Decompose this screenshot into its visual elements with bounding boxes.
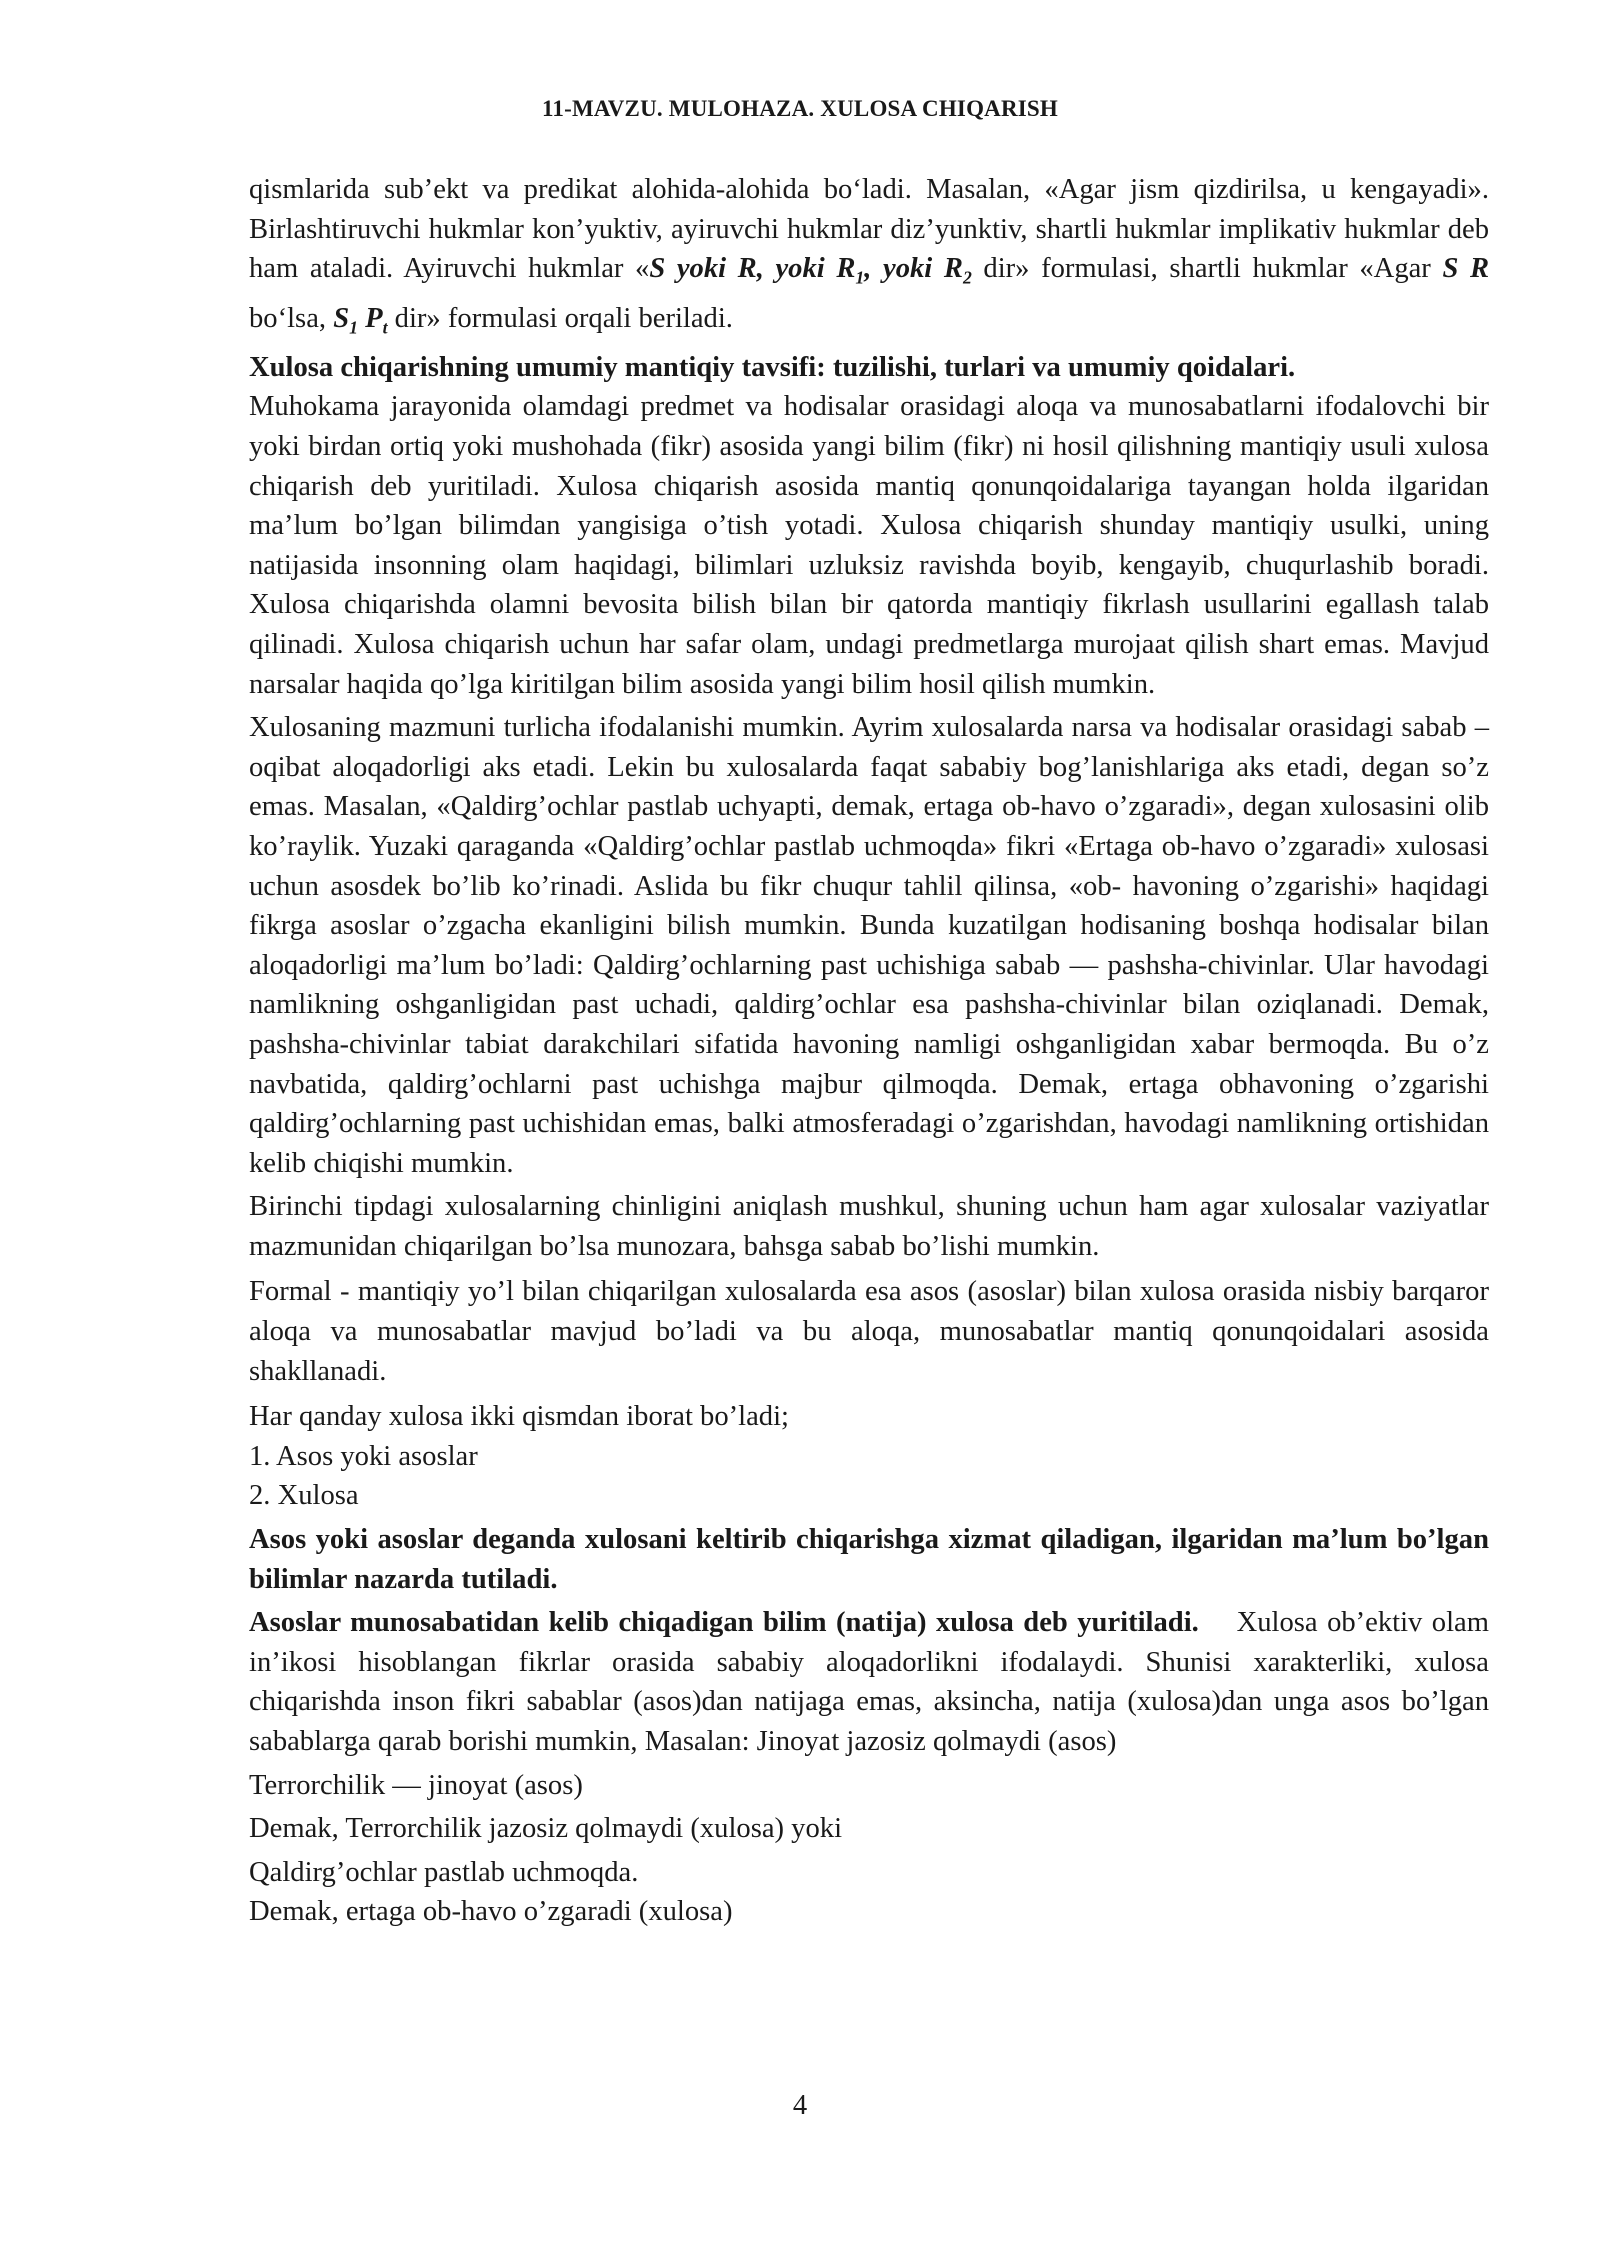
formula-text: S yoki R, yoki R	[649, 253, 856, 285]
section-heading: Xulosa chiqarishning umumiy mantiqiy tavsifi: tuzilishi, turlari va umumiy qoidalari.	[249, 351, 1296, 383]
formula-subscript: 1	[855, 267, 865, 288]
formula-subscript: t	[382, 317, 388, 338]
paragraph-text: Xulosa ob’ektiv olam in’ikosi hisoblangan fikrlar orasida sababiy aloqadorlikni ifodalaydi. Shunisi xarakterliki, xulosa chiqarishda inson fikri sabablar (asos)dan natijaga emas, aksincha, natija (xulosa)dan unga asos bo’lgan sabablarga qarab borishi mumkin, Masalan: Jinoyat jazosiz qolmaydi (asos)	[249, 1607, 1497, 1757]
formula-text: P	[357, 302, 383, 334]
list-item: 2. Xulosa	[249, 1480, 359, 1512]
paragraph-text: dir» formulasi orqali beriladi.	[387, 302, 733, 334]
bold-definition-basis: Asos yoki asoslar deganda xulosani keltirib chiqarishga xizmat qiladigan, ilgaridan ma’lum bo’lgan bilimlar nazarda tutiladi.	[249, 1524, 1489, 1595]
formula-text: S	[333, 302, 350, 334]
example-line: Terrorchilik — jinoyat (asos)	[249, 1769, 583, 1801]
paragraph-judgments	[249, 170, 1489, 348]
paragraph-first-type: Birinchi tipdagi xulosalarning chinligini aniqlash mushkul, shuning uchun ham agar xulosalar vaziyatlar mazmunidan chiqarilgan bo’lsa munozara, bahsga sabab bo’lishi mumkin.	[249, 1191, 1489, 1262]
formula-consequent	[333, 302, 388, 338]
formula-text: , yoki R	[864, 253, 963, 285]
formula-subscript: 2	[962, 267, 972, 288]
paragraph-parts: Har qanday xulosa ikki qismdan iborat bo’ladi;	[249, 1401, 789, 1433]
formula-subscript: 1	[349, 317, 358, 338]
page-title: 11-MAVZU. MULOHAZA. XULOSA CHIQARISH	[541, 96, 1059, 121]
bold-definition-conclusion: Asoslar munosabatidan kelib chiqadigan bilim (natija) xulosa deb yuritiladi.	[249, 1607, 1199, 1639]
paragraph-definition: Muhokama jarayonida olamdagi predmet va hodisalar orasidagi aloqa va munosabatlarni ifodalovchi bir yoki birdan ortiq yoki mushohada (fikr) asosida yangi bilim (fikr) ni hosil qilishning mantiqiy usuli xulosa chiqarish deb yuritiladi. Xulosa chiqarish asosida mantiq qonunqoidalariga tayangan holda ilgaridan ma’lum bo’lgan bilimdan yangisiga o’tish yotadi. Xulosa chiqarish shunday mantiqiy usulki, uning natijasida insonning olam haqidagi, bilimlari uzluksiz ravishda boyib, kengayib, chuqurlashib boradi. Xulosa chiqarishda olamni bevosita bilish bilan bir qatorda mantiqiy fikrlash usullarini egallash talab qilinadi. Xulosa chiqarish uchun har safar olam, undagi predmetlarga murojaat qilish shart emas. Mavjud narsalar haqida qo’lga kiritilgan bilim asosida yangi bilim hosil qilish mumkin.	[249, 391, 1489, 700]
paragraph-text: bo‘lsa,	[249, 302, 334, 334]
formula-disjunctive	[649, 253, 972, 288]
paragraph-formal: Formal - mantiqiy yo’l bilan chiqarilgan xulosalarda esa asos (asoslar) bilan xulosa orasida nisbiy barqaror aloqa va munosabatlar mavjud bo’ladi va bu aloqa, munosabatlar mantiq qonunqoidalari asosida shakllanadi.	[249, 1276, 1489, 1387]
example-line: Demak, ertaga ob-havo o’zgaradi (xulosa)	[249, 1896, 733, 1928]
example-line: Qaldirg’ochlar pastlab uchmoqda.	[249, 1856, 639, 1888]
example-line: Demak, Terrorchilik jazosiz qolmaydi (xulosa) yoki	[249, 1813, 843, 1845]
document-body	[249, 170, 1497, 1932]
paragraph-text: qismlarida sub’ekt va predikat alohida-alohida bo‘ladi. Masalan, «Agar jism qizdirilsa, u kengayadi». Birlashtiruvchi hukmlar kon’yuktiv, ayiruvchi hukmlar diz’yunktiv, shartli hukmlar implikativ hukmlar deb ham ataladi. Ayiruvchi hukmlar «	[249, 174, 1489, 285]
formula-conditional: S R	[1442, 253, 1490, 285]
list-item: 1. Asos yoki asoslar	[249, 1440, 478, 1472]
paragraph-text: dir» formulasi, shartli hukmlar «Agar	[971, 253, 1443, 285]
paragraph-conclusion	[249, 1603, 1497, 1761]
page-number: 4	[792, 2090, 808, 2121]
paragraph-content: Xulosaning mazmuni turlicha ifodalanishi mumkin. Ayrim xulosalarda narsa va hodisalar orasidagi sabab – oqibat aloqadorligi aks etadi. Lekin bu xulosalarda faqat sababiy bog’lanishlariga aks etadi, degan so’z emas. Masalan, «Qaldirg’ochlar pastlab uchyapti, demak, ertaga ob-havo o’zgaradi», degan xulosasini olib ko’raylik. Yuzaki qaraganda «Qaldirg’ochlar pastlab uchmoqda» fikri «Ertaga ob-havo o’zgaradi» xulosasi uchun asosdek bo’lib ko’rinadi. Aslida bu fikr chuqur tahlil qilinsa, «ob- havoning o’zgarishi» haqidagi fikrga asoslar o’zgacha ekanligini bilish mumkin. Bunda kuzatilgan hodisaning boshqa hodisalar bilan aloqadorligi ma’lum bo’ladi: Qaldirg’ochlarning past uchishiga sabab — pashsha-chivinlar. Ular havodagi namlikning oshganligidan past uchadi, qaldirg’ochlar esa pashsha-chivinlar bilan oziqlanadi. Demak, pashsha-chivinlar tabiat darakchilari sifatida havoning namligi oshganligidan xabar bermoqda. Bu o’z navbatida, qaldirg’ochlarni past uchishga majbur qilmoqda. Demak, ertaga obhavoning o’zgarishi qaldirg’ochlarning past uchishidan emas, balki atmosferadagi o’zgarishdan, havodagi namlikning ortishidan kelib chiqishi mumkin.	[249, 712, 1489, 1179]
